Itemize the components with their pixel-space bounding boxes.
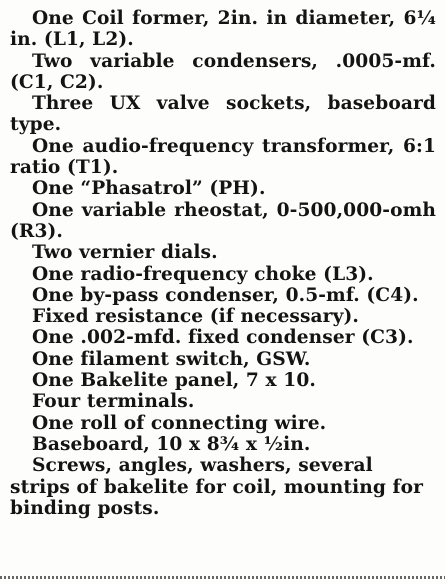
dotted-divider	[0, 576, 445, 579]
list-item: One “Phasatrol” (PH).	[32, 178, 266, 200]
list-item: One audio-frequency transformer, 6:1 ratio (T1).	[10, 135, 436, 179]
list-item: One variable rheostat, 0-500,000-omh (R3).	[10, 199, 436, 242]
parts-list	[10, 8, 436, 519]
list-item: One Bakelite panel, 7 x 10.	[32, 370, 316, 392]
list-item: Baseboard, 10 x 8¾ x ½in.	[32, 433, 311, 455]
list-item: One Coil former, 2in. in diameter, 6¼ in. (L1, L2).	[10, 8, 436, 51]
list-item: One radio-frequency choke (L3).	[32, 263, 374, 285]
list-item: Fixed resistance (if necessary).	[32, 306, 359, 328]
list-item: Two variable condensers, .0005-mf. (C1, C2).	[10, 50, 436, 93]
list-item: One filament switch, GSW.	[32, 348, 311, 370]
list-item: One .002-mfd. fixed condenser (C3).	[32, 327, 414, 349]
list-item: Two vernier dials.	[32, 242, 218, 264]
list-item: One by-pass condenser, 0.5-mf. (C4).	[32, 284, 419, 306]
list-item: One roll of connecting wire.	[32, 412, 327, 434]
list-item: Three UX valve sockets, baseboard type.	[10, 93, 436, 136]
list-item: Screws, angles, washers, several strips of bakelite for coil, mounting for binding posts.	[10, 455, 424, 519]
list-item: Four terminals.	[32, 391, 195, 413]
